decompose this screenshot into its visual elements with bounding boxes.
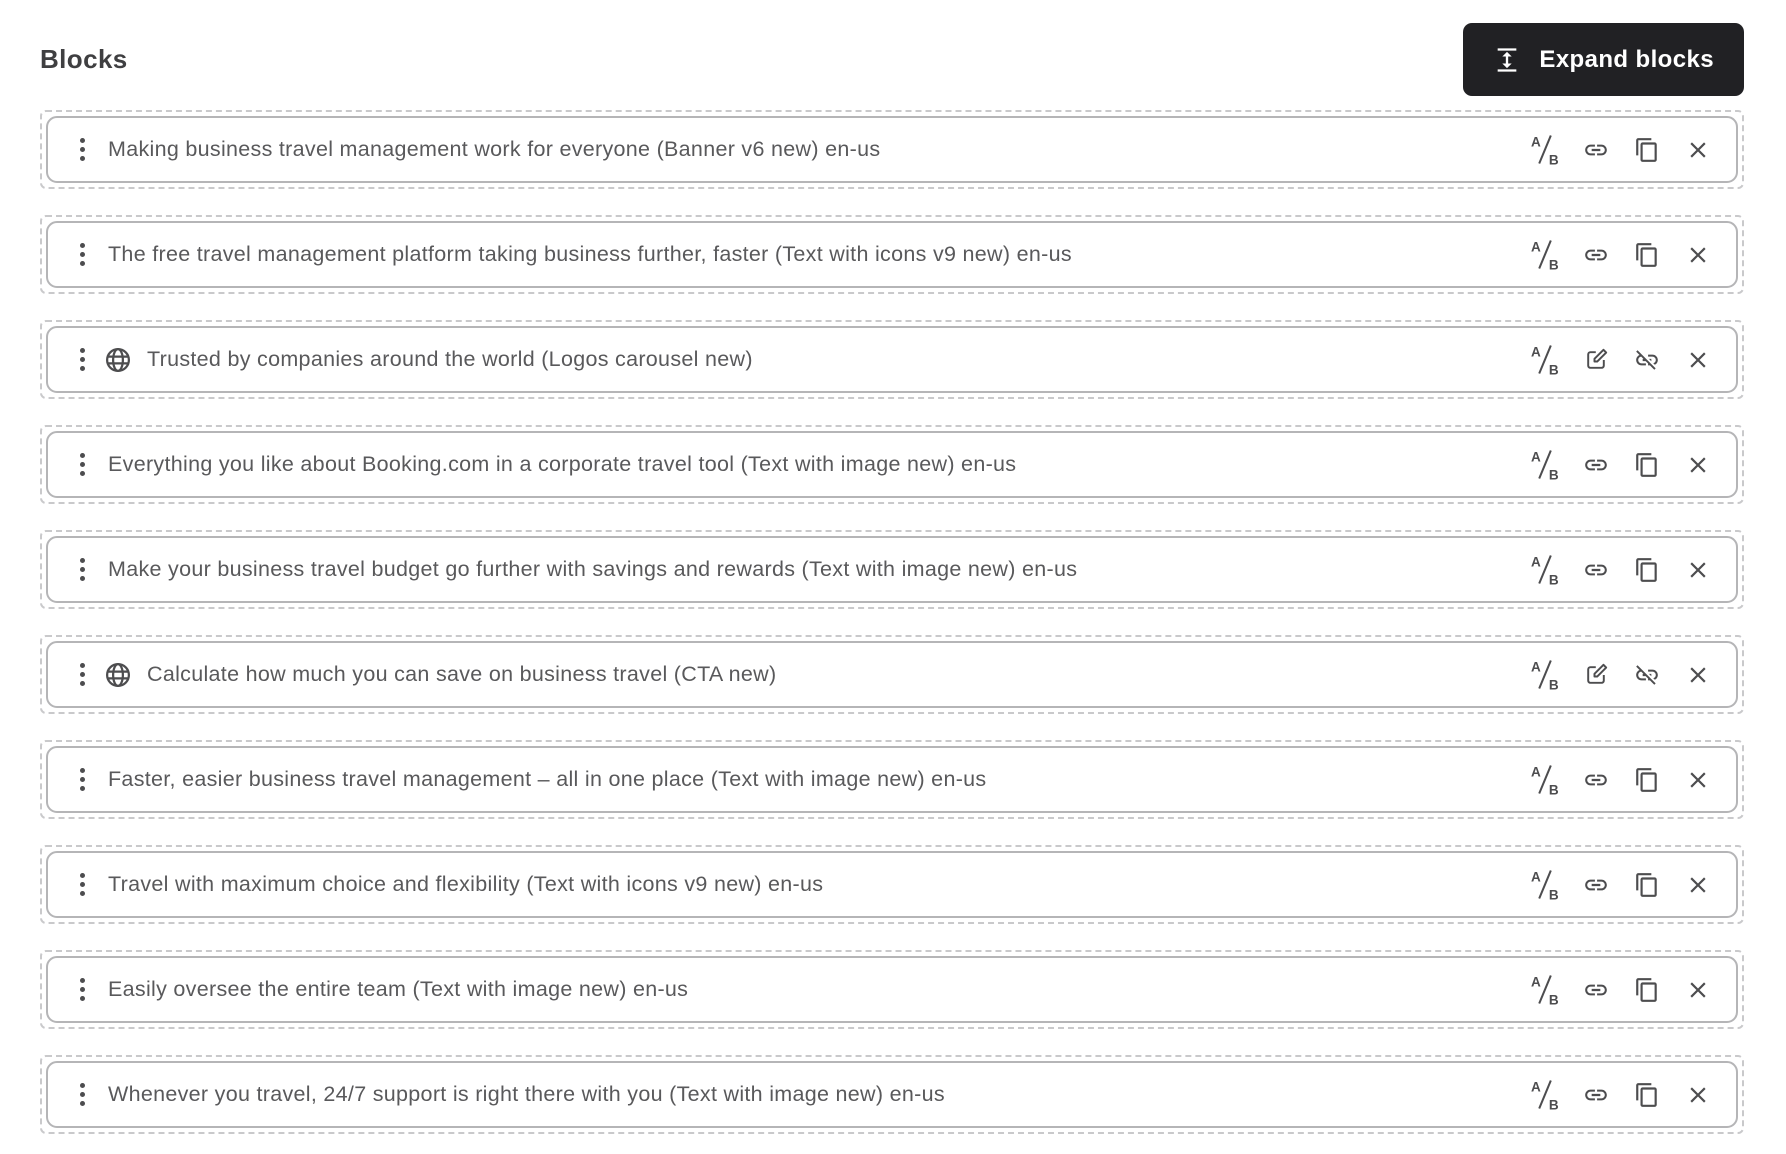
expand-blocks-label: Expand blocks	[1539, 45, 1714, 73]
blocks-list	[40, 110, 1744, 1134]
block-actions	[1529, 869, 1714, 901]
link-icon	[1583, 767, 1609, 793]
block-actions	[1529, 344, 1714, 376]
drag-handle-icon[interactable]	[80, 558, 85, 581]
ab-test-icon	[1530, 974, 1561, 1005]
block-actions	[1529, 449, 1714, 481]
edit-button[interactable]	[1580, 344, 1612, 376]
remove-icon	[1685, 242, 1711, 268]
drag-handle-icon[interactable]	[80, 243, 85, 266]
svg-text:B: B	[1548, 677, 1559, 690]
ab-test-icon	[1530, 449, 1561, 480]
block-row	[40, 320, 1744, 399]
svg-text:B: B	[1548, 1097, 1559, 1110]
ab-test-button[interactable]	[1529, 134, 1561, 166]
unlink-icon	[1634, 347, 1660, 373]
svg-text:B: B	[1548, 257, 1559, 270]
unlink-button[interactable]	[1631, 659, 1663, 691]
block-card[interactable]	[46, 116, 1738, 183]
expand-vertical-icon	[1493, 46, 1521, 74]
remove-button[interactable]	[1682, 1079, 1714, 1111]
block-row	[40, 1055, 1744, 1134]
block-card[interactable]	[46, 431, 1738, 498]
block-card[interactable]	[46, 641, 1738, 708]
block-actions	[1529, 1079, 1714, 1111]
ab-test-icon	[1530, 239, 1561, 270]
ab-test-icon	[1530, 344, 1561, 375]
ab-test-button[interactable]	[1529, 764, 1561, 796]
copy-button[interactable]	[1631, 764, 1663, 796]
edit-icon	[1583, 347, 1609, 373]
remove-icon	[1685, 662, 1711, 688]
copy-icon	[1634, 242, 1660, 268]
block-row	[40, 425, 1744, 504]
block-card[interactable]	[46, 1061, 1738, 1128]
block-card[interactable]	[46, 326, 1738, 393]
ab-test-button[interactable]	[1529, 554, 1561, 586]
unlink-button[interactable]	[1631, 344, 1663, 376]
remove-button[interactable]	[1682, 764, 1714, 796]
block-row	[40, 530, 1744, 609]
svg-text:A: A	[1530, 134, 1541, 150]
ab-test-button[interactable]	[1529, 974, 1561, 1006]
remove-icon	[1685, 872, 1711, 898]
block-row	[40, 845, 1744, 924]
edit-button[interactable]	[1580, 659, 1612, 691]
block-title: Travel with maximum choice and flexibility (Text with icons v9 new) en-us	[108, 872, 824, 896]
block-card[interactable]	[46, 956, 1738, 1023]
copy-button[interactable]	[1631, 869, 1663, 901]
block-title: Making business travel management work for everyone (Banner v6 new) en-us	[108, 137, 881, 161]
svg-text:B: B	[1548, 362, 1559, 375]
remove-icon	[1685, 137, 1711, 163]
block-title: Faster, easier business travel management – all in one place (Text with image new) en-us	[108, 767, 987, 791]
svg-text:A: A	[1530, 764, 1541, 780]
drag-handle-icon[interactable]	[80, 138, 85, 161]
svg-text:B: B	[1548, 782, 1559, 795]
svg-text:B: B	[1548, 572, 1559, 585]
block-row	[40, 950, 1744, 1029]
block-title: Whenever you travel, 24/7 support is right there with you (Text with image new) en-us	[108, 1082, 945, 1106]
link-icon	[1583, 137, 1609, 163]
block-row	[40, 740, 1744, 819]
remove-icon	[1685, 557, 1711, 583]
svg-text:A: A	[1530, 239, 1541, 255]
remove-icon	[1685, 767, 1711, 793]
svg-text:A: A	[1530, 449, 1541, 465]
remove-button[interactable]	[1682, 134, 1714, 166]
link-icon	[1583, 452, 1609, 478]
page-title: Blocks	[40, 44, 128, 74]
copy-icon	[1634, 767, 1660, 793]
ab-test-button[interactable]	[1529, 869, 1561, 901]
expand-blocks-button[interactable]	[1463, 23, 1744, 96]
svg-text:A: A	[1530, 344, 1541, 360]
copy-button[interactable]	[1631, 239, 1663, 271]
copy-button[interactable]	[1631, 1079, 1663, 1111]
remove-icon	[1685, 977, 1711, 1003]
link-button[interactable]	[1580, 554, 1612, 586]
ab-test-icon	[1530, 659, 1561, 690]
block-card[interactable]	[46, 746, 1738, 813]
drag-handle-icon[interactable]	[80, 768, 85, 791]
block-card[interactable]	[46, 221, 1738, 288]
drag-handle-icon[interactable]	[80, 978, 85, 1001]
link-icon	[1583, 557, 1609, 583]
copy-icon	[1634, 137, 1660, 163]
drag-handle-icon[interactable]	[80, 1083, 85, 1106]
link-button[interactable]	[1580, 869, 1612, 901]
blocks-header	[40, 0, 1744, 110]
block-title: The free travel management platform taking business further, faster (Text with icons v9 new) en-us	[108, 242, 1072, 266]
svg-text:A: A	[1530, 554, 1541, 570]
block-actions	[1529, 554, 1714, 586]
ab-test-button[interactable]	[1529, 659, 1561, 691]
link-icon	[1583, 872, 1609, 898]
svg-text:B: B	[1548, 992, 1559, 1005]
remove-button[interactable]	[1682, 344, 1714, 376]
svg-text:B: B	[1548, 152, 1559, 165]
remove-icon	[1685, 1082, 1711, 1108]
block-card[interactable]	[46, 536, 1738, 603]
link-button[interactable]	[1580, 974, 1612, 1006]
copy-icon	[1634, 977, 1660, 1003]
remove-icon	[1685, 452, 1711, 478]
copy-button[interactable]	[1631, 449, 1663, 481]
block-title: Trusted by companies around the world (Logos carousel new)	[147, 347, 753, 371]
ab-test-icon	[1530, 1079, 1561, 1110]
block-actions	[1529, 659, 1714, 691]
svg-text:A: A	[1530, 974, 1541, 990]
link-button[interactable]	[1580, 764, 1612, 796]
block-title: Make your business travel budget go further with savings and rewards (Text with image new) en-us	[108, 557, 1078, 581]
drag-handle-icon[interactable]	[80, 873, 85, 896]
ab-test-icon	[1530, 869, 1561, 900]
ab-test-button[interactable]	[1529, 239, 1561, 271]
drag-handle-icon[interactable]	[80, 453, 85, 476]
link-button[interactable]	[1580, 449, 1612, 481]
link-icon	[1583, 1082, 1609, 1108]
link-button[interactable]	[1580, 239, 1612, 271]
svg-text:A: A	[1530, 659, 1541, 675]
copy-button[interactable]	[1631, 974, 1663, 1006]
block-title: Everything you like about Booking.com in a corporate travel tool (Text with image new) en-us	[108, 452, 1017, 476]
ab-test-icon	[1530, 134, 1561, 165]
link-button[interactable]	[1580, 134, 1612, 166]
block-row	[40, 215, 1744, 294]
globe-icon	[103, 345, 133, 375]
block-row	[40, 110, 1744, 189]
link-icon	[1583, 977, 1609, 1003]
svg-text:A: A	[1530, 869, 1541, 885]
svg-text:A: A	[1530, 1079, 1541, 1095]
copy-button[interactable]	[1631, 134, 1663, 166]
svg-text:B: B	[1548, 467, 1559, 480]
copy-icon	[1634, 452, 1660, 478]
drag-handle-icon[interactable]	[80, 348, 85, 371]
copy-icon	[1634, 557, 1660, 583]
remove-button[interactable]	[1682, 974, 1714, 1006]
block-actions	[1529, 239, 1714, 271]
copy-icon	[1634, 1082, 1660, 1108]
block-actions	[1529, 134, 1714, 166]
block-actions	[1529, 974, 1714, 1006]
ab-test-icon	[1530, 554, 1561, 585]
ab-test-button[interactable]	[1529, 344, 1561, 376]
drag-handle-icon[interactable]	[80, 663, 85, 686]
block-title: Calculate how much you can save on business travel (CTA new)	[147, 662, 777, 686]
remove-button[interactable]	[1682, 554, 1714, 586]
remove-button[interactable]	[1682, 659, 1714, 691]
remove-button[interactable]	[1682, 449, 1714, 481]
block-card[interactable]	[46, 851, 1738, 918]
svg-text:B: B	[1548, 887, 1559, 900]
ab-test-icon	[1530, 764, 1561, 795]
link-icon	[1583, 242, 1609, 268]
edit-icon	[1583, 662, 1609, 688]
unlink-icon	[1634, 662, 1660, 688]
ab-test-button[interactable]	[1529, 449, 1561, 481]
remove-icon	[1685, 347, 1711, 373]
copy-icon	[1634, 872, 1660, 898]
block-actions	[1529, 764, 1714, 796]
copy-button[interactable]	[1631, 554, 1663, 586]
remove-button[interactable]	[1682, 239, 1714, 271]
block-title: Easily oversee the entire team (Text with image new) en-us	[108, 977, 689, 1001]
ab-test-button[interactable]	[1529, 1079, 1561, 1111]
remove-button[interactable]	[1682, 869, 1714, 901]
globe-icon	[103, 660, 133, 690]
link-button[interactable]	[1580, 1079, 1612, 1111]
block-row	[40, 635, 1744, 714]
